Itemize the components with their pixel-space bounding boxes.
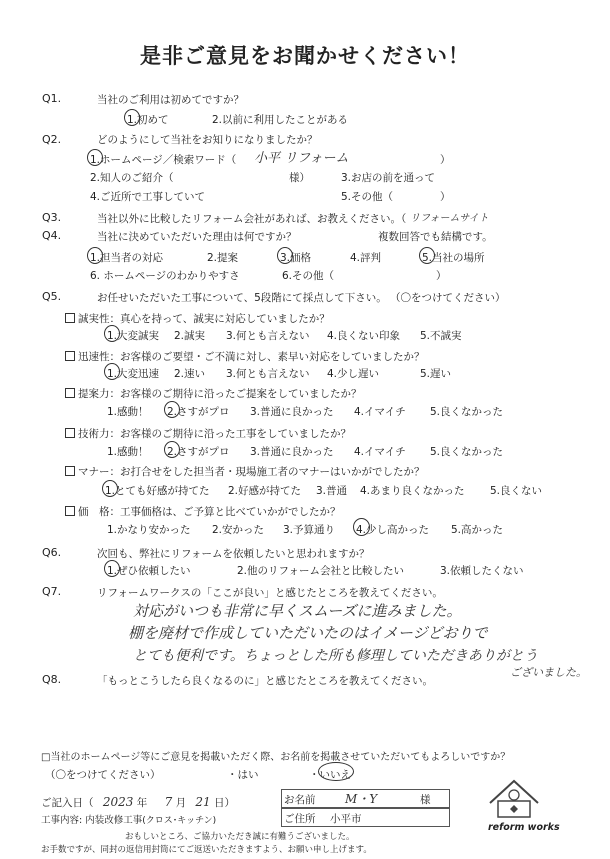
name-suffix: 様 [420,794,431,806]
q5-item-3-opt-4: 4.イマイチ [354,406,406,418]
return-text: お手数ですが、同封の返信用封筒にてご返送いただきますよう、お願い申し上げます。 [41,845,372,855]
q1-opt-1: 1.初めて [127,114,169,126]
q5-item-3-opt-2: 2.さすがプロ [167,406,230,418]
q6-number: Q6. [42,546,62,559]
q4-opt-1: 1.担当者の対応 [90,252,164,264]
q5-text: お任せいただいた工事について、5段階にて採点して下さい。 [97,292,387,304]
q5-item-2-opt-5: 5.遅い [420,368,452,380]
q5-item-6-opt-4: 4.少し高かった [356,524,430,536]
consent-note: （〇をつけてください） [45,769,161,781]
q2-opt-1: 1.ホームページ／検索ワード（ [90,154,237,166]
q1-opt-2: 2.以前に利用したことがある [212,114,349,126]
q5-item-6-opt-2: 2.安かった [212,524,265,536]
answer-circle [353,518,370,536]
q5-item-6-opt-1: 1.かなり安かった [107,524,191,536]
thanks-text: おもしいところ、ご協力いただき誠に有難うございました。 [125,832,355,842]
consent-no: ・いいえ [309,769,351,781]
name-label: お名前 [284,794,316,806]
answer-circle [277,247,293,264]
q5-item-5-label: マナー：お打合せをした担当者・現場施工者のマナーはいかがでしたか？ [65,464,425,479]
q5-item-4-label: 技術力：お客様のご期待に沿った工事をしていましたか？ [65,426,351,441]
logo-text: reform works [488,822,560,833]
q7-text: リフォームワークスの「ここが良い」と感じたところを教えてください。 [97,587,443,599]
q5-item-1-opt-5: 5.不誠実 [420,330,462,342]
q5-item-5-opt-4: 4.あまり良くなかった [360,485,465,497]
q4-opt-3: 3.価格 [280,252,312,264]
q7-number: Q7. [42,585,62,598]
consent-text: □当社のホームページ等にご意見を掲載いただく際、お名前を掲載させていただいてもよろしいですか？ [41,752,511,763]
answer-circle [124,109,140,126]
page-title: 是非ご意見をお聞かせください！ [140,44,470,68]
q2-handwriting: 小平 リフォーム [254,151,349,166]
q2-opt-3: 3.お店の前を通って [341,172,436,184]
q2-opt-2: 2.知人のご紹介（ [90,172,174,184]
q7-handwriting-3: とても便利です。ちょっとした所も修理していただきありがとう [133,648,538,664]
q5-item-1-opt-3: 3.何とも言えない [226,330,310,342]
answer-circle [104,363,120,380]
q4-opt-5: 5.当社の場所 [422,252,485,264]
q2-opt-1-end: ） [440,154,451,166]
answer-circle [164,441,180,458]
q5-item-1-label: 誠実性：真心を持って、誠実に対応していましたか？ [65,311,330,326]
q1-number: Q1. [42,92,62,105]
q4-note: 複数回答でも結構です。 [378,231,493,243]
answer-circle [164,401,180,418]
q5-item-3-opt-1: 1.感動！ [107,406,149,418]
q5-note: （〇をつけてください） [390,292,506,304]
q2-opt-5-end: ） [440,191,451,203]
q2-opt-4: 4.ご近所で工事していて [90,191,206,203]
q5-item-1-opt-1: 1.大変誠実 [107,330,160,342]
q5-item-5-opt-2: 2.好感が持てた [228,485,302,497]
q7-handwriting-1: 対応がいつも非常に早くスムーズに進みました。 [133,602,462,620]
q5-item-2-opt-2: 2.速い [174,368,206,380]
answer-circle [87,247,103,264]
consent-yes: ・はい [227,769,259,781]
q4-opt-2: 2.提案 [207,252,239,264]
q6-text: 次回も、弊社にリフォームを依頼したいと思われますか？ [97,548,370,560]
q5-number: Q5. [42,290,62,303]
q5-item-2-label: 迅速性：お客様のご要望・ご不満に対し、素早い対応をしていましたか？ [65,349,425,364]
q6-opt-3: 3.依頼したくない [440,565,524,577]
q4-number: Q4. [42,229,62,242]
q2-opt-2-end: 様） [289,172,310,184]
q8-text: 「もっとこうしたら良くなるのに」と感じたところを教えてください。 [97,675,433,687]
q5-item-1-opt-2: 2.誠実 [174,330,206,342]
address-label: ご住所 [284,813,316,825]
q1-text: 当社のご利用は初めてですか？ [97,94,244,106]
date-field: ご記入日（ 2023 年 7 月 21 日） [41,795,236,809]
q5-item-4-opt-3: 3.普通に良かった [250,446,334,458]
q5-item-3-opt-3: 3.普通に良かった [250,406,334,418]
q5-item-4-opt-4: 4.イマイチ [354,446,406,458]
q4-opt-7: 6.その他（ [282,270,335,282]
q5-item-6-opt-5: 5.高かった [451,524,504,536]
q5-item-5-opt-5: 5.良くない [490,485,543,497]
q3-text: 当社以外に比較したリフォーム会社があれば、お教えください。（ [97,213,407,225]
q8-number: Q8. [42,673,62,686]
q5-item-2-opt-3: 3.何とも言えない [226,368,310,380]
q3-number: Q3. [42,211,62,224]
q5-item-5-opt-3: 3.普通 [316,485,348,497]
q2-number: Q2. [42,133,62,146]
q6-opt-1: 1.ぜひ依頼したい [107,565,191,577]
q5-item-5-opt-1: 1.とても好感が持てた [105,485,210,497]
q5-item-3-opt-5: 5.良くなかった [430,406,504,418]
q5-item-6-label: 価 格：工事価格は、ご予算と比べていかがでしたか？ [65,504,341,519]
answer-circle [87,149,103,166]
q5-item-1-opt-4: 4.良くない印象 [327,330,401,342]
q5-item-3-label: 提案力：お客様のご期待に沿ったご提案をしていましたか？ [65,386,362,401]
q4-opt-6: 6. ホームページのわかりやすさ [90,270,240,282]
q4-text: 当社に決めていただいた理由は何ですか？ [97,231,297,243]
reform-works-logo-icon [476,773,552,827]
q5-item-2-opt-4: 4.少し遅い [327,368,380,380]
q5-item-4-opt-5: 5.良くなかった [430,446,504,458]
answer-circle [102,480,118,497]
name-value: M・Y [345,792,378,806]
q2-opt-5: 5.その他（ [341,191,394,203]
q5-item-2-opt-1: 1.大変迅速 [107,368,160,380]
answer-circle [318,762,354,781]
q6-opt-2: 2.他のリフォーム会社と比較したい [237,565,404,577]
answer-circle [104,560,120,577]
q4-opt-4: 4.評判 [350,252,382,264]
answer-circle [419,247,435,264]
q2-text: どのようにして当社をお知りになりましたか？ [97,134,318,146]
answer-circle [104,325,120,342]
q5-item-6-opt-3: 3.予算通り [283,524,336,536]
q3-handwriting: リフォームサイト [410,213,489,224]
work-field: 工事内容: 内装改修工事(クロス･キッチン) [41,815,217,826]
q7-handwriting-4: ございました。 [510,666,587,679]
q5-item-4-opt-2: 2.さすがプロ [167,446,230,458]
q4-opt-7-end: ） [436,270,447,282]
address-value: 小平市 [330,813,362,825]
q5-item-4-opt-1: 1.感動！ [107,446,149,458]
q7-handwriting-2: 棚を廃材で作成していただいたのはイメージどおりで [128,624,488,642]
